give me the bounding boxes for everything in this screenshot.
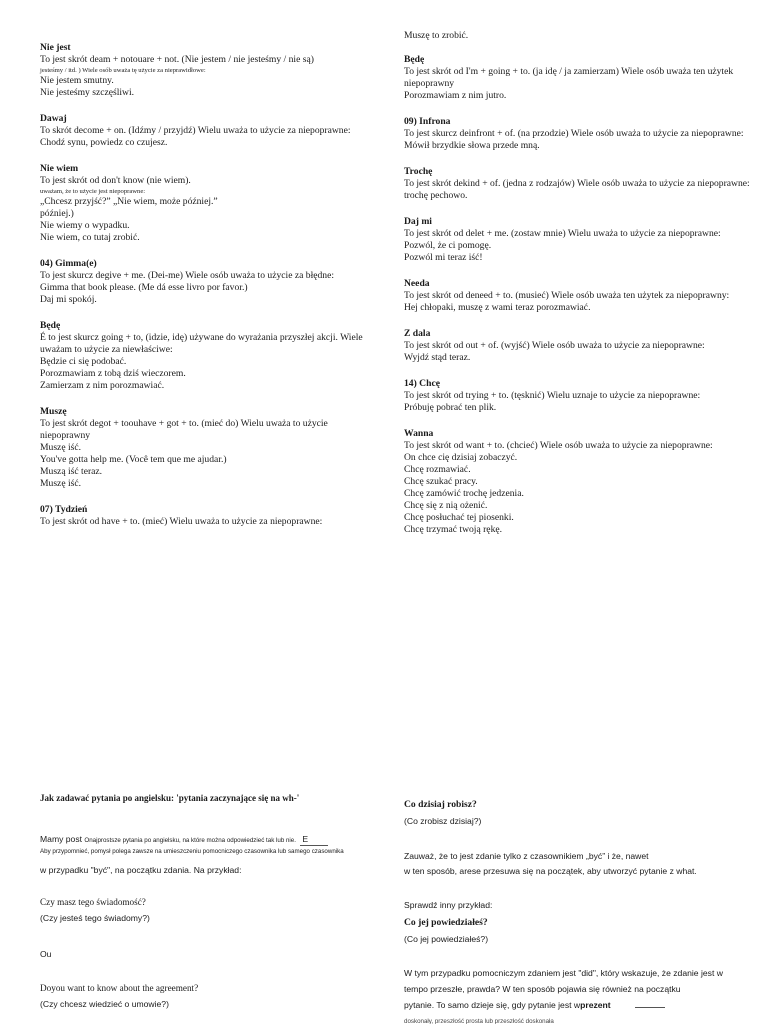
right-entry	[404, 378, 754, 414]
entry-line: Chcę szukać pracy.	[404, 476, 478, 487]
post-line	[40, 829, 370, 847]
entry-line: To jest skurcz deinfront + of. (na przodzie) Wiele osób uważa to użycie za niepoprawne:	[404, 128, 744, 139]
right-entry	[404, 428, 754, 536]
entry-line: trochę pechowo.	[404, 190, 468, 201]
example-question-1: Czy masz tego świadomość?	[40, 897, 146, 907]
left-column	[40, 42, 380, 542]
entry-line: To jest skrót od deneed + to. (musieć) Wiele osób uważa ten użytek za niepoprawny:	[404, 290, 730, 301]
entry-line: Chcę posłuchać tej piosenki.	[404, 512, 514, 523]
entry-title: Trochę	[404, 166, 433, 177]
entry-line: To skrót decome + on. (Idźmy / przyjdź) Wielu uważa to użycie za niepoprawne:	[40, 125, 351, 136]
right-entry	[404, 116, 754, 152]
entry-title: Będę	[40, 320, 61, 331]
entry-line: Nie jesteśmy szczęśliwi.	[40, 87, 135, 98]
right-paragraph-line-3	[404, 999, 665, 1011]
entry-line: Chodź synu, powiedz co czujesz.	[40, 137, 168, 148]
entry-title: Dawaj	[40, 113, 67, 124]
entry-line: To jest skrót degot + toouhave + got + to. (mieć do) Wielu uważa to użycie	[40, 418, 328, 429]
left-entry	[40, 320, 380, 392]
entry-line: uważam to użycie za niewłaściwe:	[40, 344, 173, 355]
entry-line: Chcę zamówić trochę jedzenia.	[404, 488, 524, 499]
right-translation-1: (Co zrobisz dzisiaj?)	[404, 816, 482, 826]
entry-line: To jest skrót deam + notouare + not. (Nie jestem / nie jesteśmy / nie są)	[40, 54, 314, 65]
entry-line: Próbuję pobrać ten plik.	[404, 402, 497, 413]
right-entry	[404, 166, 754, 202]
entry-line: Porozmawiam z nim jutro.	[404, 90, 507, 101]
entry-line: To jest skrót dekind + of. (jedna z rodzajów) Wiele osób uważa to użycie za niepoprawne:	[404, 178, 750, 189]
right-entry	[404, 54, 754, 102]
cut-off-line-wrap	[404, 1016, 744, 1024]
continuation-line: Muszę to zrobić.	[404, 30, 469, 41]
entry-title: Muszę	[40, 406, 67, 417]
example-translation-1: (Czy jesteś tego świadomy?)	[40, 913, 150, 923]
entry-title: 09) Infrona	[404, 116, 451, 127]
entry-line: To jest skrót od trying + to. (tęsknić) Wielu uznaje to użycie za niepoprawne:	[404, 390, 701, 401]
entry-line: To jest skrót od don't know (nie wiem).	[40, 175, 191, 186]
section-heading: Jak zadawać pytania po angielsku: 'pytania zaczynające się na wh-'	[40, 793, 300, 803]
blank-rule	[635, 1007, 665, 1008]
left-entry	[40, 163, 380, 244]
entry-line: Zamierzam z nim porozmawiać.	[40, 380, 165, 391]
entry-line: Muszę iść.	[40, 478, 82, 489]
entry-line: Mówił brzydkie słowa przede mną.	[404, 140, 540, 151]
entry-title: Będę	[404, 54, 425, 65]
entry-line: To jest skrót od delet + me. (zostaw mnie) Wielu uważa to użycie za niepoprawne:	[404, 228, 721, 239]
or-label: Ou	[40, 949, 52, 959]
left-entry	[40, 258, 380, 306]
example-question-2: Doyou want to know about the agreement?	[40, 983, 199, 993]
entry-line: „Chcesz przyjść?” „Nie wiem, może później.”	[40, 196, 218, 207]
entry-line: Chcę trzymać twoją rękę.	[404, 524, 503, 535]
post-small-text: Onajprostsze pytania po angielsku, na które można odpowiedzieć tak lub nie.	[84, 837, 296, 844]
entry-line: Nie wiemy o wypadku.	[40, 220, 130, 231]
entry-line: To jest skrót od have + to. (mieć) Wielu uważa to użycie za niepoprawne:	[40, 516, 323, 527]
entry-title: Wanna	[404, 428, 434, 439]
entry-title: Nie wiem	[40, 163, 79, 174]
right-note-line-2: w ten sposób, arese przesuwa się na początek, aby utworzyć pytanie z what.	[404, 866, 697, 876]
right-column	[404, 54, 754, 550]
entry-line: To jest skurcz degive + me. (Dei-me) Wiele osób uważa to użycie za błędne:	[40, 270, 335, 281]
entry-title: 14) Chcę	[404, 378, 440, 389]
entry-title: Z dala	[404, 328, 431, 339]
entry-line: niepoprawny	[40, 430, 91, 441]
right-note-line-1: Zauważ, że to jest zdanie tylko z czasownikiem „być” i że, nawet	[404, 851, 649, 861]
entry-line: Nie wiem, co tutaj zrobić.	[40, 232, 140, 243]
entry-title: Daj mi	[404, 216, 432, 227]
entry-line: niepoprawny	[404, 78, 455, 89]
post-mark: E	[300, 833, 328, 846]
right-entry	[404, 278, 754, 314]
right-translation-2: (Co jej powiedziałeś?)	[404, 934, 489, 944]
entry-line: To jest skrót od want + to. (chcieć) Wiele osób uważa to użycie za niepoprawne:	[404, 440, 713, 451]
entry-line: To jest skrót od out + of. (wyjść) Wiele osób uważa to użycie za niepoprawne:	[404, 340, 705, 351]
entry-line: Pozwól mi teraz iść!	[404, 252, 483, 263]
entry-title: 07) Tydzień	[40, 504, 88, 515]
entry-line: On chce cię dzisiaj zobaczyć.	[404, 452, 518, 463]
entry-line: É to jest skurcz going + to, (idzie, idę) używane do wyrażania przyszłej akcji. Wiele	[40, 332, 363, 343]
entry-line: uważam, że to użycie jest niepoprawne:	[40, 188, 146, 195]
entry-line: Wyjdź stąd teraz.	[404, 352, 471, 363]
right-question-1: Co dzisiaj robisz?	[404, 799, 477, 810]
entry-title: Needa	[404, 278, 430, 289]
entry-line: Pozwól, że ci pomogę.	[404, 240, 492, 251]
example-translation-2: (Czy chcesz wiedzieć o umowie?)	[40, 999, 169, 1009]
post-prefix: Mamy post	[40, 834, 85, 844]
entry-line: Gimma that book please. (Me dá esse livro por favor.)	[40, 282, 248, 293]
right-paragraph-line-4: doskonały, przeszłość prosta lub przeszłość doskonała	[404, 1018, 554, 1024]
entry-line: Porozmawiam z tobą dziś wieczorem.	[40, 368, 186, 379]
right-paragraph-line-1: W tym przypadku pomocniczym zdaniem jest "did", który wskazuje, że zdanie jest w	[404, 968, 723, 978]
entry-line: Chcę się z nią ożenić.	[404, 500, 488, 511]
entry-line: jesteśmy / itd. ) Wiele osób uważa tę użycie za nieprawidłowe:	[40, 67, 206, 74]
right-check-label: Sprawdź inny przykład:	[404, 900, 493, 910]
entry-line: You've gotta help me. (Você tem que me ajudar.)	[40, 454, 227, 465]
right-paragraph-line-2: tempo przeszłe, prawda? W ten sposób pojawia się również na początku	[404, 984, 681, 994]
entry-line: Chcę rozmawiać.	[404, 464, 471, 475]
entry-line: Daj mi spokój.	[40, 294, 97, 305]
right-paragraph-bold-word: prezent	[580, 1000, 611, 1010]
left-entry	[40, 406, 380, 490]
left-entry	[40, 113, 380, 149]
right-entry	[404, 216, 754, 264]
entry-line: Hej chłopaki, muszę z wami teraz porozmawiać.	[404, 302, 591, 313]
right-paragraph-line-3-text: pytanie. To samo dzieje się, gdy pytanie jest w	[404, 1000, 581, 1010]
entry-title: Nie jest	[40, 42, 71, 53]
in-case-line: w przypadku "być", na początku zdania. Na przykład:	[40, 865, 242, 875]
entry-title: 04) Gimma(e)	[40, 258, 97, 269]
entry-line: Nie jestem smutny.	[40, 75, 114, 86]
entry-line: To jest skrót od I'm + going + to. (ja idę / ja zamierzam) Wiele osób uważa ten użytek	[404, 66, 734, 77]
right-question-2: Co jej powiedziałeś?	[404, 917, 488, 928]
entry-line: Muszę iść.	[40, 442, 82, 453]
left-entry	[40, 504, 380, 528]
remind-line: Aby przypomnieć, pomysł polega zawsze na umieszczeniu pomocniczego czasownika lub samego czasownika	[40, 848, 344, 855]
entry-line: Muszą iść teraz.	[40, 466, 103, 477]
entry-line: później.)	[40, 208, 74, 219]
entry-line: Będzie ci się podobać.	[40, 356, 127, 367]
right-entry	[404, 328, 754, 364]
left-entry	[40, 42, 380, 99]
